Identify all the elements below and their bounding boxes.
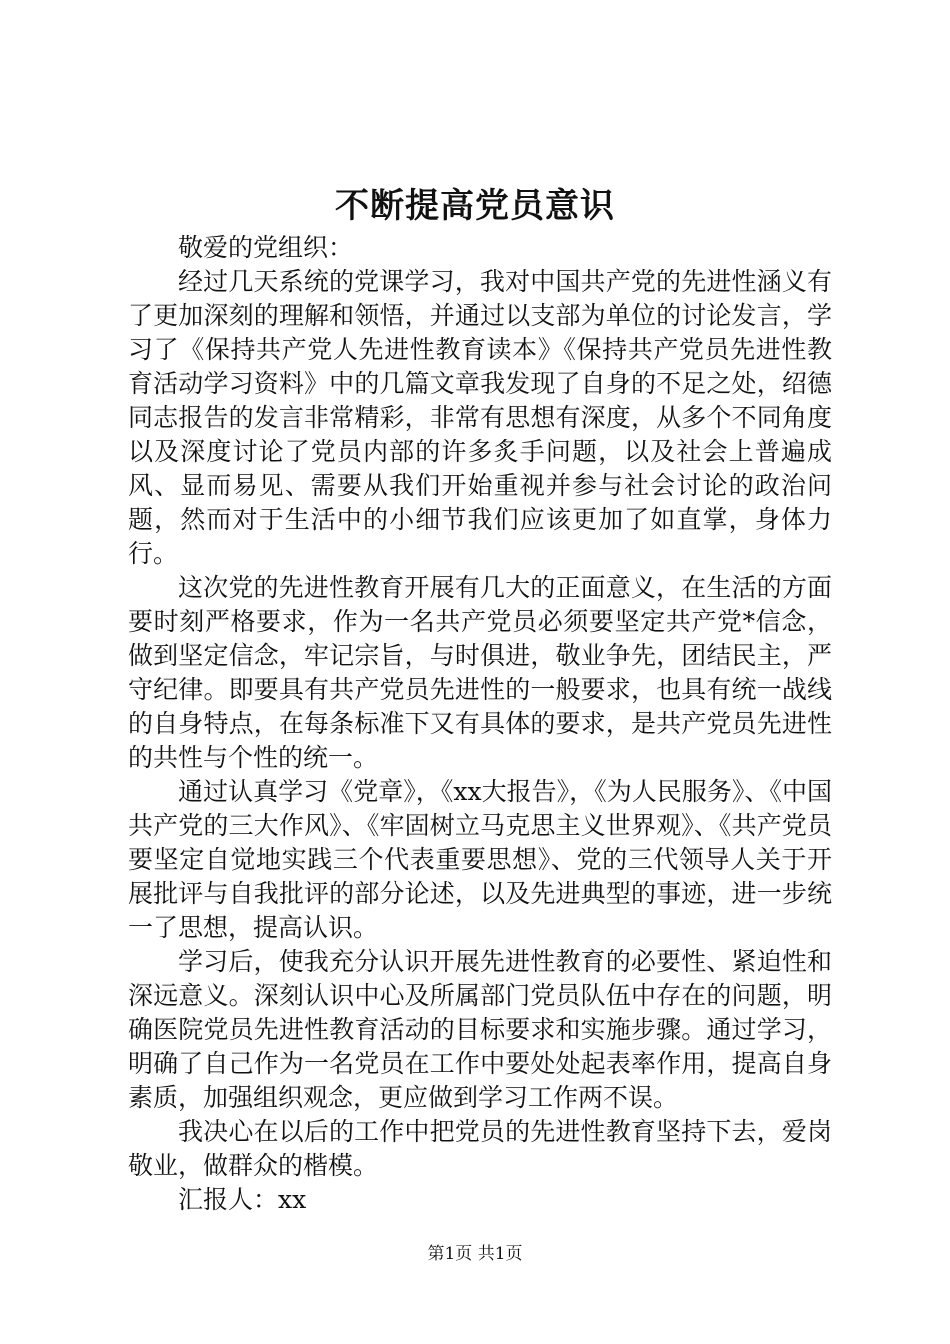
paragraph-5: 我决心在以后的工作中把党员的先进性教育坚持下去，爱岗敬业，做群众的楷模。 (128, 1117, 832, 1180)
paragraph-3: 通过认真学习《党章》，《xx大报告》，《为人民服务》、《中国共产党的三大作风》、《牢固树立马克思主义世界观》、《共产党员要坚定自觉地实践三个代表重要思想》、党的三代领导人关于开展批评与自我批评的部分论述，以及先进典型的事迹，进一步统一了思想，提高认识。 (128, 777, 832, 942)
document-body (128, 231, 832, 1217)
paragraph-2: 这次党的先进性教育开展有几大的正面意义，在生活的方面要时刻严格要求，作为一名共产党员必须要坚定共产党*信念，做到坚定信念，牢记宗旨，与时俱进，敬业争先，团结民主，严守纪律。即要具有共产党员先进性的一般要求，也具有统一战线的自身特点，在每条标准下又有具体的要求，是共产党员先进性的共性与个性的统一。 (128, 573, 832, 772)
paragraph-1: 经过几天系统的党课学习，我对中国共产党的先进性涵义有了更加深刻的理解和领悟，并通过以支部为单位的讨论发言，学习了《保持共产党人先进性教育读本》《保持共产党员先进性教育活动学习资料》中的几篇文章我发现了自身的不足之处，绍德同志报告的发言非常精彩，非常有思想有深度，从多个不同角度以及深度讨论了党员内部的许多炙手问题，以及社会上普遍成风、显而易见、需要从我们开始重视并参与社会讨论的政治问题，然而对于生活中的小细节我们应该更加了如直掌，身体力行。 (128, 267, 832, 568)
paragraph-4: 学习后，使我充分认识开展先进性教育的必要性、紧迫性和深远意义。深刻认识中心及所属部门党员队伍中存在的问题，明确医院党员先进性教育活动的目标要求和实施步骤。通过学习，明确了自己作为一名党员在工作中要处处起表率作用，提高自身素质，加强组织观念，更应做到学习工作两不误。 (128, 947, 832, 1112)
document-title: 不断提高党员意识 (335, 186, 615, 226)
signature: 汇报人：xx (178, 1185, 307, 1214)
page-footer: 第1页 共1页 (427, 1244, 523, 1264)
salutation: 敬爱的党组织： (178, 233, 354, 262)
